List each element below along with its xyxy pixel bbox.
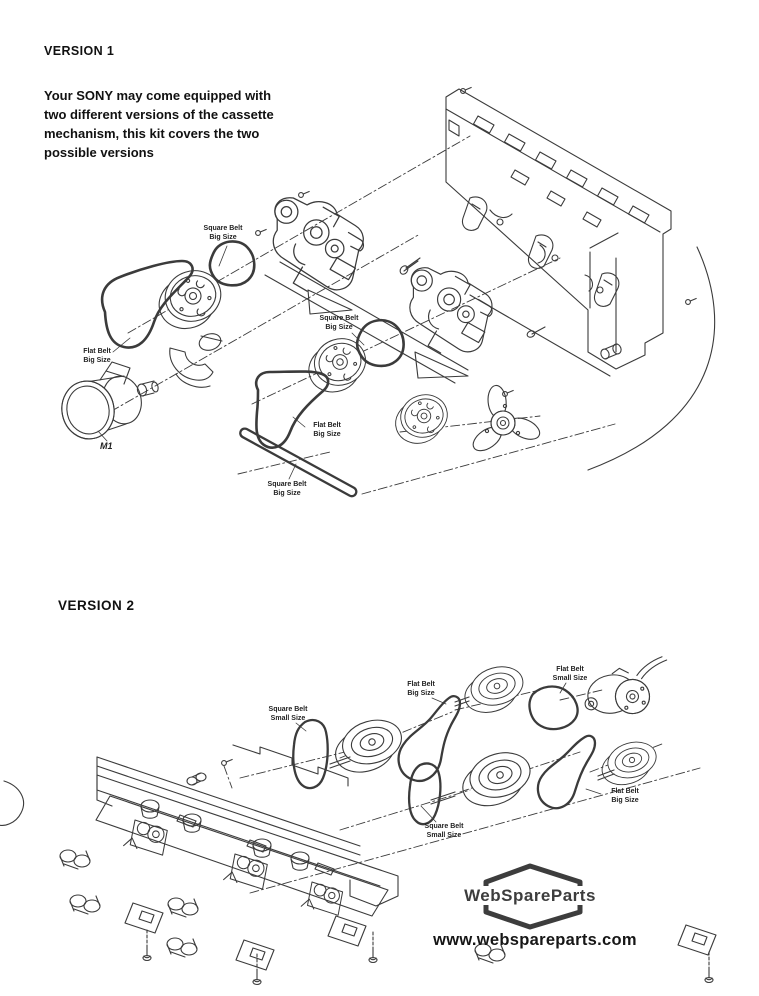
v2-pulley-2 xyxy=(459,661,529,718)
label-v1-square-belt-top: Square Belt Big Size xyxy=(203,225,243,241)
v2-roller-3 xyxy=(168,898,198,917)
website-url: www.webspareparts.com xyxy=(433,931,637,949)
intro-paragraph xyxy=(44,86,384,162)
v2-pulley-4 xyxy=(597,737,662,790)
intro-line-1: Your SONY may come equipped with xyxy=(44,88,272,103)
v1-head-assembly-2 xyxy=(410,268,492,353)
label-v1-motor: M1 xyxy=(100,441,113,451)
label-v1-square-belt-long: Square Belt Big Size xyxy=(267,481,307,497)
label-v2-flat-belt-big-right: Flat Belt Big Size xyxy=(611,788,639,804)
v2-pad-4 xyxy=(678,925,716,955)
v2-flat-belt-small xyxy=(530,687,578,730)
v1-clamp xyxy=(170,331,223,387)
v1-flywheel-right xyxy=(389,389,454,450)
label-v1-flat-belt-mid: Flat Belt Big Size xyxy=(313,422,341,438)
label-v2-flat-belt-big-top: Flat Belt Big Size xyxy=(407,681,435,697)
v1-rotor xyxy=(469,385,543,456)
v2-flat-belt-big-right xyxy=(538,736,595,808)
label-v1-square-belt-mid: Square Belt Big Size xyxy=(319,315,359,331)
v2-screw-1 xyxy=(143,930,151,961)
v2-screw-4 xyxy=(705,952,713,983)
version2-heading: VERSION 2 xyxy=(58,598,135,613)
v2-flat-belt-big-top xyxy=(399,696,460,781)
label-v2-flat-belt-small: Flat Belt Small Size xyxy=(552,666,588,682)
v1-square-belt-top xyxy=(210,241,254,285)
v2-roller-1 xyxy=(60,850,90,869)
intro-line-2: two different versions of the cassette xyxy=(44,107,274,122)
v1-head-assembly-1 xyxy=(273,198,363,291)
v2-pulley-3 xyxy=(456,746,537,812)
intro-line-3: mechanism, this kit covers the two xyxy=(44,126,260,141)
label-v1-flat-belt-left: Flat Belt Big Size xyxy=(83,348,111,364)
v1-motor xyxy=(57,362,160,444)
v2-square-belt-small-top xyxy=(293,720,327,788)
logo-wordmark: WebSpareParts xyxy=(450,886,610,906)
v2-pad-2 xyxy=(236,940,274,970)
v2-pad-3 xyxy=(328,916,366,946)
label-v2-square-belt-small-top: Square Belt Small Size xyxy=(268,706,308,722)
v1-chassis xyxy=(446,89,715,470)
version1-heading: VERSION 1 xyxy=(44,44,115,58)
v2-roller-2 xyxy=(70,895,100,914)
intro-line-4: possible versions xyxy=(44,145,154,160)
v2-screw-3 xyxy=(369,932,377,963)
label-v2-square-belt-small-bottom: Square Belt Small Size xyxy=(424,823,464,839)
v1-flywheel-mid xyxy=(301,332,373,398)
v2-bolt xyxy=(187,760,232,786)
v2-pad-1 xyxy=(125,903,163,933)
v2-screw-2 xyxy=(253,954,261,985)
v2-motor xyxy=(579,656,675,722)
v2-pulley-1 xyxy=(329,714,409,779)
v2-roller-4 xyxy=(167,938,197,957)
